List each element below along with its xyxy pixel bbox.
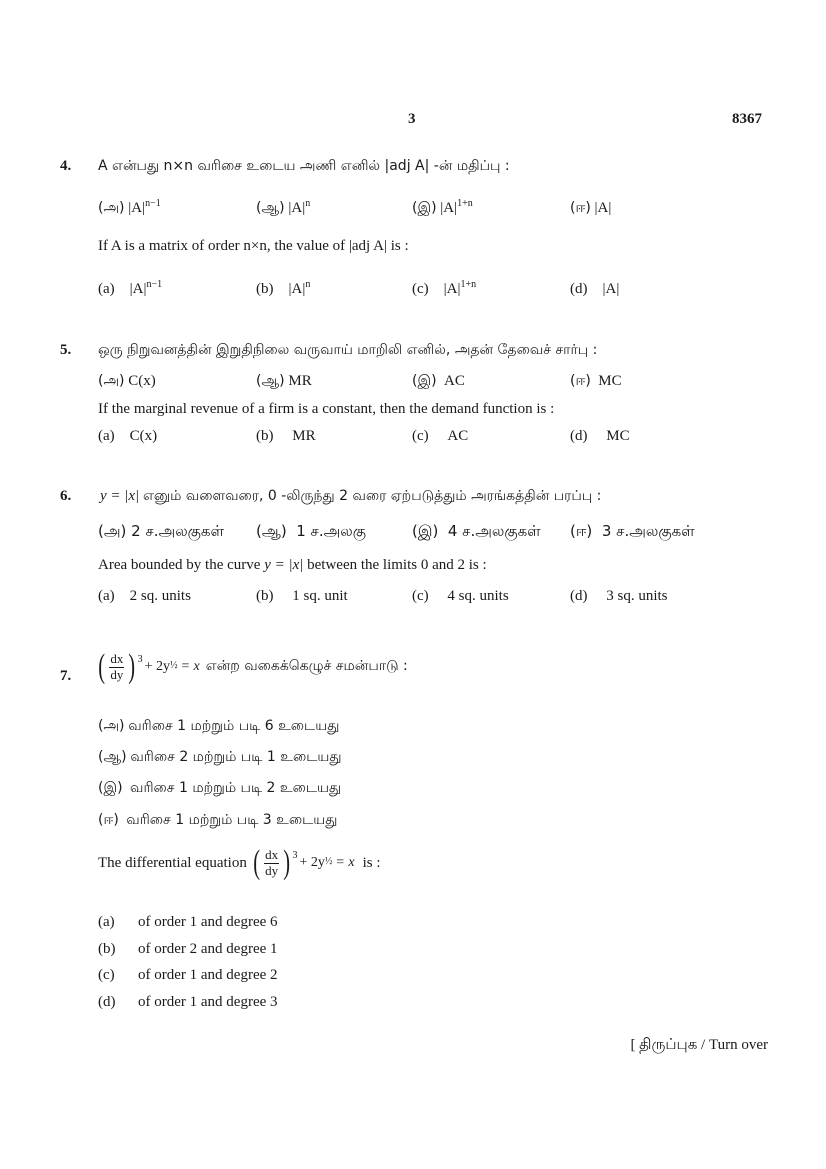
option-label: (ஆ) <box>256 200 285 216</box>
option[interactable] <box>570 373 622 391</box>
option-text: வரிசை 1 மற்றும் படி 2 உடையது <box>130 780 342 796</box>
option-text: 3 ச.அலகுகள் <box>601 522 695 540</box>
option[interactable] <box>570 279 619 298</box>
question-tamil-text: ஒரு நிறுவனத்தின் இறுதிநிலை வருவாய் மாறிலி எனில், அதன் தேவைச் சார்பு : <box>98 342 598 358</box>
option-label: (c) <box>412 281 429 297</box>
option[interactable] <box>412 428 468 445</box>
option[interactable] <box>98 588 191 605</box>
english-option[interactable] <box>98 914 278 931</box>
turn-over-text: [ திருப்புக / Turn over <box>630 1037 768 1053</box>
question-tamil-text: எனும் வளைவரை, 0 -லிருந்து 2 வரை ஏற்படுத்தும் அரங்கத்தின் பரப்பு : <box>142 488 602 504</box>
option-label: (b) <box>98 941 116 957</box>
equation-rest: + 2y <box>299 855 325 870</box>
option-label: (c) <box>98 967 115 983</box>
question-english-text: If A is a matrix of order n×n, the value of |adj A| is : <box>98 238 409 254</box>
option-label: (d) <box>570 588 588 604</box>
question-number: 5. <box>60 342 72 358</box>
english-option[interactable] <box>98 994 278 1011</box>
option-sup: n <box>305 279 311 290</box>
question-tamil-text: A என்பது n×n வரிசை உடைய அணி எனில் |adj A| -ன் மதிப்பு : <box>98 158 510 174</box>
equation-rest: + 2y <box>144 659 171 674</box>
equation-tail: = x <box>180 659 200 674</box>
option-text: 2 ச.அலகுகள் <box>131 522 225 540</box>
option-text: AC <box>447 428 469 444</box>
option-text: MC <box>606 428 630 444</box>
tamil-option[interactable] <box>98 749 342 767</box>
equation-paren-close: ) <box>128 648 136 685</box>
option-text: AC <box>444 373 465 389</box>
option[interactable] <box>98 373 156 391</box>
page-number: 3 <box>408 111 416 127</box>
option[interactable] <box>98 522 224 542</box>
option[interactable] <box>570 428 630 445</box>
option-label: (d) <box>570 428 588 444</box>
option-label: (ஆ) <box>98 749 127 765</box>
option[interactable] <box>98 279 162 298</box>
english-option[interactable] <box>98 941 278 958</box>
option[interactable] <box>570 198 611 218</box>
option-text: of order 1 and degree 6 <box>138 914 278 930</box>
option-label: (b) <box>256 428 274 444</box>
question-number: 4. <box>60 158 72 174</box>
paper-code: 8367 <box>732 111 762 127</box>
option-label: (இ) <box>412 200 437 216</box>
option-sup: n−1 <box>146 279 163 290</box>
tamil-option[interactable] <box>98 718 339 736</box>
option-text: MR <box>292 428 316 444</box>
math-expression: y = |x| <box>264 557 304 573</box>
option-text: of order 1 and degree 2 <box>138 967 278 983</box>
option-label: (இ) <box>412 522 439 540</box>
question-tamil-line <box>100 488 601 506</box>
option-label: (அ) <box>98 718 125 734</box>
option-text: வரிசை 1 மற்றும் படி 6 உடையது <box>128 718 340 734</box>
option-label: (இ) <box>98 780 123 796</box>
option[interactable] <box>256 373 312 391</box>
option-text: 1 ச.அலகு <box>296 522 366 540</box>
option-label: (b) <box>256 281 274 297</box>
option-text: |A| <box>128 200 146 216</box>
question-english-post: is : <box>362 854 381 871</box>
option-text: |A| <box>443 281 461 297</box>
option-text: 1 sq. unit <box>292 588 348 604</box>
option-text: of order 1 and degree 3 <box>138 994 278 1010</box>
option-label: (c) <box>412 428 429 444</box>
fraction-denominator: dy <box>265 862 279 878</box>
option-label: (அ) <box>98 522 127 540</box>
option-text: 3 sq. units <box>606 588 668 604</box>
option[interactable] <box>256 588 348 605</box>
option[interactable] <box>412 279 476 298</box>
option-label: (c) <box>412 588 429 604</box>
option-label: (அ) <box>98 200 125 216</box>
option-label: (ஆ) <box>256 522 287 540</box>
question-english-line <box>98 846 381 880</box>
tamil-option[interactable] <box>98 780 341 798</box>
option-sup: 1+n <box>457 198 473 209</box>
option-text: 4 sq. units <box>447 588 509 604</box>
option-label: (a) <box>98 281 115 297</box>
option-text: வரிசை 1 மற்றும் படி 3 உடையது <box>126 812 338 828</box>
option[interactable] <box>256 279 310 298</box>
option-label: (a) <box>98 428 115 444</box>
math-expression: y = |x| <box>100 488 140 504</box>
equation-tail: = x <box>335 855 355 870</box>
option-text: of order 2 and degree 1 <box>138 941 278 957</box>
question-number: 6. <box>60 488 72 504</box>
fraction-numerator: dx <box>110 651 124 667</box>
question-english-post: between the limits 0 and 2 is : <box>307 557 487 573</box>
option[interactable] <box>98 428 157 445</box>
question-english-text: If the marginal revenue of a firm is a constant, then the demand function is : <box>98 401 555 417</box>
equation-rest-sup: ½ <box>170 660 178 671</box>
option-text: C(x) <box>129 428 158 444</box>
question-english-pre: The differential equation <box>98 854 247 871</box>
option[interactable] <box>256 428 316 445</box>
option-label: (அ) <box>98 373 125 389</box>
question-number: 7. <box>60 668 72 684</box>
option[interactable] <box>98 198 161 218</box>
option-label: (ஈ) <box>570 373 591 389</box>
option-sup: n <box>305 198 311 209</box>
option-sup: n−1 <box>145 198 161 209</box>
equation-rest-sup: ½ <box>324 856 333 867</box>
option-label: (b) <box>256 588 274 604</box>
equation-paren-close: ) <box>283 844 291 881</box>
option[interactable] <box>412 198 473 218</box>
option-label: (ஈ) <box>570 522 593 540</box>
option[interactable] <box>570 588 668 605</box>
option-label: (ஆ) <box>256 373 285 389</box>
option-text: MC <box>598 373 622 389</box>
equation-fraction <box>264 848 279 878</box>
option-label: (ஈ) <box>98 812 119 828</box>
option-text: 2 sq. units <box>129 588 191 604</box>
question-english-pre: Area bounded by the curve <box>98 557 261 573</box>
option-text: |A| <box>602 281 620 297</box>
option-label: (a) <box>98 914 115 930</box>
option-text: C(x) <box>128 373 156 389</box>
english-option[interactable] <box>98 967 278 984</box>
tamil-option[interactable] <box>98 812 337 830</box>
option-text: வரிசை 2 மற்றும் படி 1 உடையது <box>130 749 342 765</box>
option-label: (இ) <box>412 373 437 389</box>
equation-paren-open: ( <box>253 844 260 881</box>
question-tamil-text: என்ற வகைக்கெழுச் சமன்பாடு : <box>205 658 408 674</box>
equation-fraction <box>109 652 124 682</box>
option[interactable] <box>412 588 509 605</box>
option-label: (a) <box>98 588 115 604</box>
option[interactable] <box>570 522 695 542</box>
equation-exponent: 3 <box>292 850 298 861</box>
option[interactable] <box>256 522 366 542</box>
option-label: (ஈ) <box>570 200 591 216</box>
turn-over-note <box>630 1036 768 1055</box>
equation-exponent: 3 <box>137 654 143 665</box>
option-text: 4 ச.அலகுகள் <box>447 522 541 540</box>
option-text: |A| <box>129 281 147 297</box>
fraction-denominator: dy <box>110 666 124 682</box>
option-text: |A| <box>594 200 612 216</box>
option-text: |A| <box>288 281 306 297</box>
option-label: (d) <box>98 994 116 1010</box>
equation-paren-open: ( <box>98 648 106 685</box>
question-equation-line <box>96 650 408 684</box>
question-english-line <box>98 557 487 574</box>
option[interactable] <box>412 373 465 391</box>
option-text: MR <box>288 373 312 389</box>
option-text: |A| <box>288 200 306 216</box>
fraction-numerator: dx <box>265 847 279 863</box>
option-sup: 1+n <box>460 279 477 290</box>
option-label: (d) <box>570 281 588 297</box>
option[interactable] <box>412 522 541 542</box>
option-text: |A| <box>440 200 458 216</box>
option[interactable] <box>256 198 310 218</box>
